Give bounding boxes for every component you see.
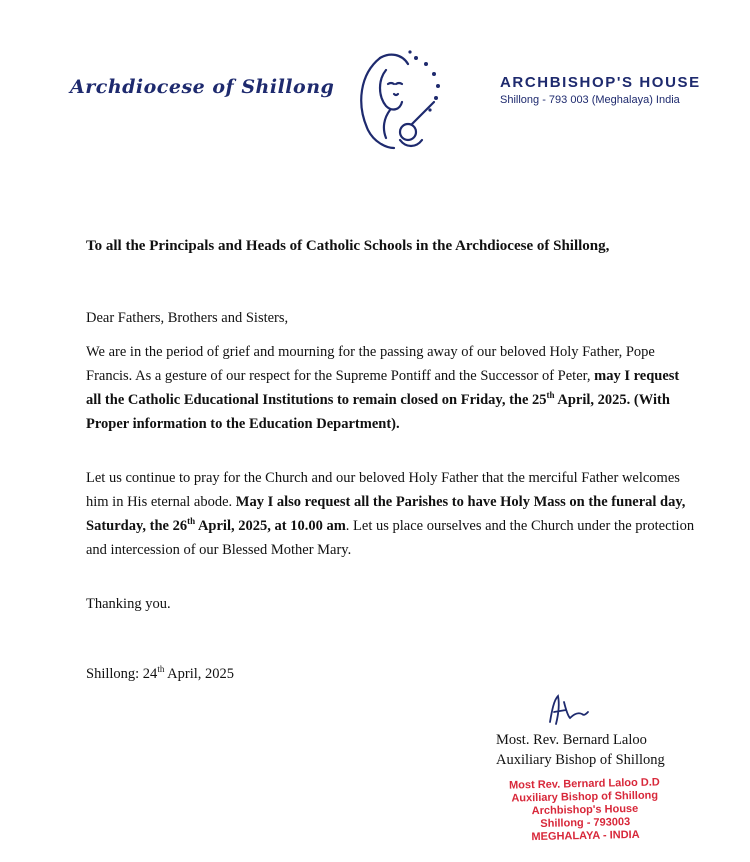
para1-bold-request: may I request all the Catholic Educational Institutions to remain closed on Friday, the 25 — [86, 368, 680, 408]
stamp-line-4: Shillong - 793003 — [540, 816, 631, 830]
handwritten-signature — [540, 692, 592, 726]
para1-text: We are in the period of grief and mourning for the passing away of our beloved Holy Father, Pope Francis. As a gesture of our respect for the Supreme Pontiff and the Successor of Peter, — [86, 344, 655, 384]
signatory-title: Auxiliary Bishop of Shillong — [496, 752, 665, 768]
para2-bold-request: May I also request all the Parishes to have Holy Mass on the funeral day, Saturday, the 26 — [86, 494, 686, 534]
date-suffix: April, 2025 — [164, 666, 235, 682]
para2-tail: . Let us place ourselves and the Church under the protection and intercession of our Blessed Mother Mary. — [86, 518, 695, 558]
official-stamp — [479, 776, 690, 845]
paragraph-mass-request — [86, 466, 698, 562]
stamp-line-2: Auxiliary Bishop of Shillong — [511, 789, 659, 805]
paragraph-closure-request — [86, 340, 698, 436]
closing-line: Thanking you. — [86, 596, 171, 612]
addressee-line: To all the Principals and Heads of Catholic Schools in the Archdiocese of Shillong, — [86, 238, 610, 254]
date-prefix: Shillong: 24 — [86, 666, 158, 682]
date-ordinal: th — [157, 664, 165, 675]
madonna-and-child-emblem-icon — [350, 44, 450, 152]
para2-bold-time: April, 2025, at 10.00 am — [195, 518, 346, 534]
house-title: ARCHBISHOP'S HOUSE — [500, 74, 701, 91]
stamp-line-5: MEGHALAYA - INDIA — [531, 828, 640, 844]
para2-text: Let us continue to pray for the Church and our beloved Holy Father that the merciful Father welcomes him in His eternal abode. — [86, 470, 680, 510]
house-address: Shillong - 793 003 (Meghalaya) India — [500, 94, 680, 106]
stamp-line-3: Archbishop's House — [531, 802, 639, 818]
letter-date — [86, 662, 698, 686]
archbishops-house-block — [500, 74, 701, 106]
salutation: Dear Fathers, Brothers and Sisters, — [86, 310, 289, 326]
archdiocese-name: Archdiocese of Shillong — [70, 76, 335, 98]
signatory-block — [496, 730, 665, 770]
stamp-line-1: Most Rev. Bernard Laloo D.D — [508, 776, 660, 792]
para1-bold-date: April, 2025. (With Proper information to the Education Department). — [86, 392, 670, 432]
para1-ordinal: th — [546, 390, 555, 401]
signatory-name: Most. Rev. Bernard Laloo — [496, 732, 647, 748]
para2-ordinal: th — [187, 516, 196, 527]
